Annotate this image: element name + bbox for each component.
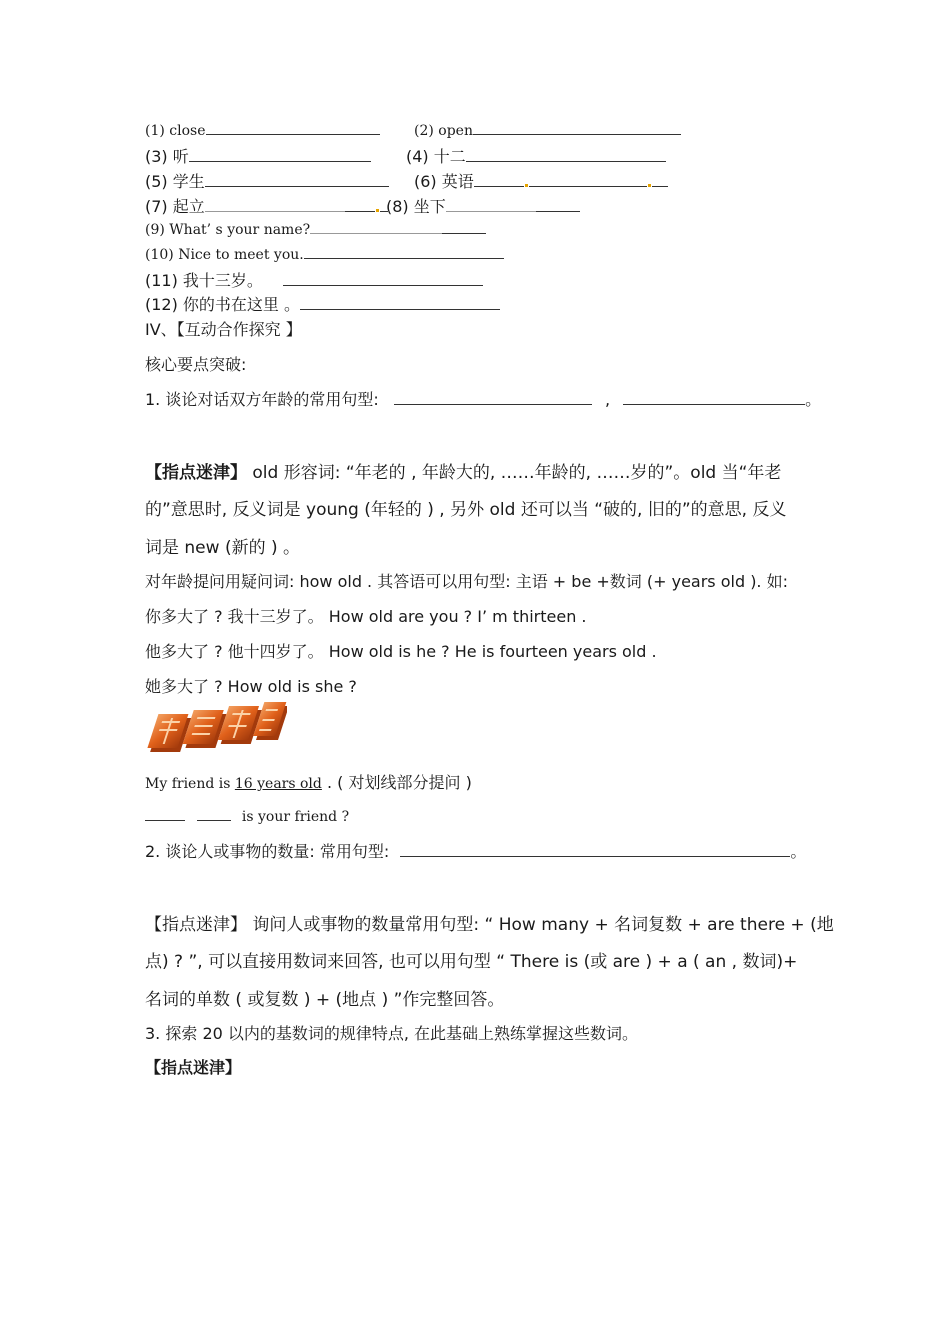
tip-1-line-7 [145,674,357,697]
vocab-12-blank[interactable] [300,295,500,310]
vocab-9-blank-b[interactable] [442,219,486,234]
vocab-11-label: (11) 我十三岁。 [145,271,263,290]
vocab-row-6 [414,169,668,192]
vocab-row-9 [145,219,486,238]
item-3-text: 3. 探索 20 以内的基数词的规律特点, 在此基础上熟练掌握这些数词。 [145,1024,639,1043]
vocab-2-blank[interactable] [473,120,681,135]
vocab-row-3 [145,144,371,167]
vocab-2-label: (2) open [414,123,473,139]
section-heading [145,317,302,340]
vocab-6-blank-a[interactable] [474,172,524,187]
practice-stamp-graphic [145,700,287,762]
exercise-pre: My friend is [145,776,235,792]
vocab-6-blank-c[interactable] [652,172,668,187]
tip-2-line-3 [145,985,504,1010]
vocab-1-label: (1) close [145,123,206,139]
tip-1-text-1: old 形容词: “年老的 , 年龄大的, ……年龄的, ……岁的”。old 当“年老 [247,463,782,483]
vocab-11-blank[interactable] [283,271,483,286]
vocab-row-1 [145,120,380,139]
tip-2-line-1 [145,910,834,935]
item-2 [145,839,806,862]
core-title: 核心要点突破: [145,355,247,374]
tip-1-text-4: 对年龄提问用疑问词: how old . 其答语可以用句型: 主语 + be +数词 (+ years old ). 如: [145,572,788,591]
vocab-5-blank[interactable] [205,172,389,187]
item-1-end: 。 [805,390,822,409]
tip-3-label: 【指点迷津】 [145,1058,242,1077]
tip-1-line-4 [145,569,788,592]
item-1-blank-a[interactable] [394,390,592,405]
mark-dot [376,209,379,212]
vocab-6-label: (6) 英语 [414,172,474,191]
vocab-8-blank-a[interactable] [446,197,536,212]
exercise-answer-tail: is your friend ? [241,809,350,825]
core-heading [145,352,246,375]
vocab-row-11 [145,268,483,291]
vocab-7-label: (7) 起立 [145,197,205,216]
vocab-7-blank-b[interactable] [345,197,375,212]
tip-1-text-2: 的”意思时, 反义词是 young (年轻的 ) , 另外 old 还可以当 “破的, 旧的”的意思, 反义 [145,500,787,520]
vocab-row-2 [414,120,681,139]
section-title: IV、【互动合作探究 】 [145,320,302,339]
mark-dot [525,184,528,187]
vocab-3-blank[interactable] [189,147,371,162]
tip-1-text-7: 她多大了 ? How old is she ? [145,677,357,696]
exercise-answer-line [145,806,349,825]
vocab-1-blank[interactable] [206,120,380,135]
vocab-6-blank-b[interactable] [529,172,647,187]
vocab-row-8 [386,194,580,217]
item-2-end: 。 [790,842,807,861]
vocab-row-4 [406,144,666,167]
exercise-instruction: . ( 对划线部分提问 ) [321,773,472,792]
vocab-row-5 [145,169,389,192]
vocab-row-10 [145,244,504,263]
tip-1-line-1 [145,458,781,483]
vocab-row-12 [145,292,500,315]
tip-3 [145,1055,241,1078]
exercise-line [145,770,472,793]
tip-1-text-6: 他多大了 ? 他十四岁了。 How old is he ? He is fourteen years old . [145,642,657,661]
tip-1-line-3 [145,533,300,558]
item-1-blank-b[interactable] [623,390,805,405]
exercise-blank-1[interactable] [145,806,185,821]
mark-dot [648,184,651,187]
exercise-blank-2[interactable] [197,806,231,821]
vocab-7-blank-a[interactable] [205,197,345,212]
vocab-9-label: (9) What’ s your name? [145,222,311,238]
item-1-text: 1. 谈论对话双方年龄的常用句型: [145,390,379,409]
vocab-4-label: (4) 十二 [406,147,466,166]
vocab-9-blank-a[interactable] [310,219,442,234]
tip-2-line-2 [145,947,797,972]
vocab-10-label: (10) Nice to meet you. [145,247,304,263]
tip-2-text-1: 【指点迷津】 询问人或事物的数量常用句型: “ How many + 名词复数 + are there + (地 [145,915,834,935]
tip-2-text-3: 名词的单数 ( 或复数 ) + (地点 ) ”作完整回答。 [145,990,505,1010]
vocab-3-label: (3) 听 [145,147,189,166]
vocab-10-blank[interactable] [304,244,504,259]
tip-1-line-5 [145,604,587,627]
item-2-text: 2. 谈论人或事物的数量: 常用句型: [145,842,390,861]
tip-1-line-6 [145,639,657,662]
tip-1-text-5: 你多大了 ? 我十三岁了。 How old are you ? I’ m thirteen . [145,607,587,626]
item-1 [145,387,821,410]
vocab-5-label: (5) 学生 [145,172,205,191]
vocab-8-label: (8) 坐下 [386,197,446,216]
vocab-8-blank-b[interactable] [536,197,580,212]
exercise-underlined: 16 years old [234,776,322,792]
tip-2-text-2: 点) ? ”, 可以直接用数词来回答, 也可以用句型 “ There is (或 are ) + a ( an , 数词)+ [145,952,798,972]
tip-1-line-2 [145,495,786,520]
item-1-comma: , [604,390,611,409]
item-2-blank[interactable] [400,842,790,857]
vocab-12-label: (12) 你的书在这里 。 [145,295,301,314]
item-3 [145,1021,638,1044]
vocab-row-7 [145,194,388,217]
vocab-4-blank[interactable] [466,147,666,162]
tip-1-text-3: 词是 new (新的 ) 。 [145,538,301,558]
tip-1-label: 【指点迷津】 [145,463,247,483]
